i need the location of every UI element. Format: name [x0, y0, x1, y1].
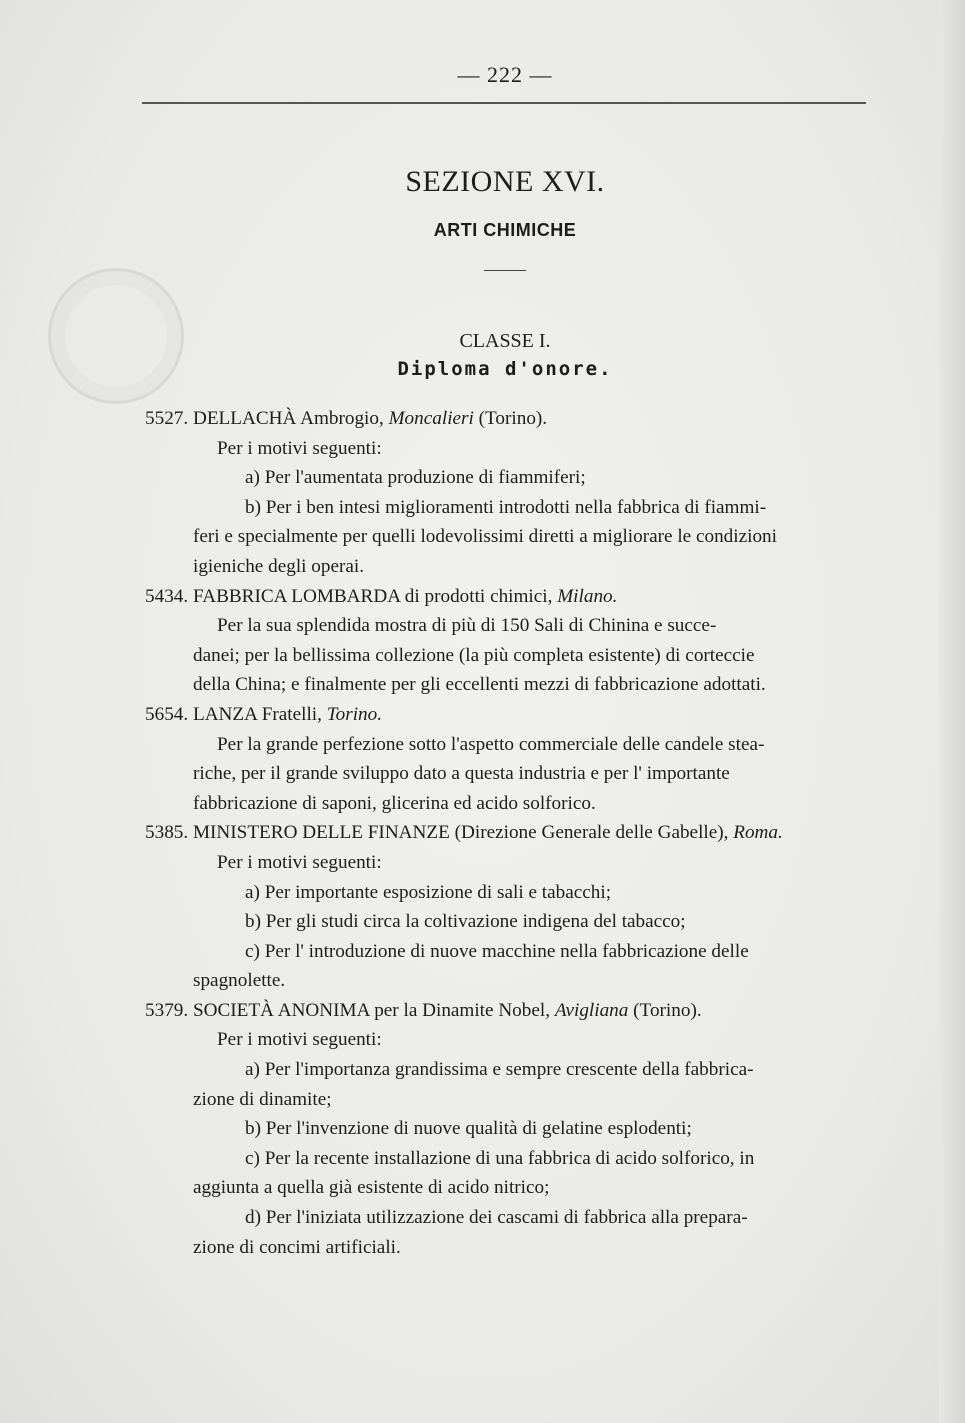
entry-number: 5434.	[145, 585, 189, 607]
entry-number: 5527.	[145, 408, 189, 429]
entry-line: feri e specialmente per quelli lodevolissimi diretti a migliorare le condizioni	[193, 526, 777, 548]
entry-line: b) Per i ben intesi miglioramenti introdotti nella fabbrica di fiammi-	[245, 496, 767, 518]
entry-line: b) Per l'invenzione di nuove qualità di gelatine esplodenti;	[245, 1118, 692, 1140]
subtitle-rule	[484, 270, 526, 271]
page-edge-shadow	[939, 0, 965, 1423]
entry-heading	[145, 582, 873, 612]
section-subtitle: ARTI CHIMICHE	[433, 220, 577, 240]
entry-region: (Torino).	[478, 408, 548, 429]
award-title: Diploma d'onore.	[397, 358, 613, 380]
entry-name: SOCIETÀ ANONIMA per la Dinamite Nobel,	[192, 999, 551, 1021]
entry-region: (Torino).	[633, 999, 702, 1021]
entry-line: Per i motivi seguenti:	[217, 437, 382, 459]
entry-place: Roma.	[733, 822, 783, 844]
entry-line: d) Per l'iniziata utilizzazione dei cascami di fabbrica alla prepara-	[245, 1207, 748, 1229]
entry-line: igieniche degli operai.	[193, 555, 365, 577]
entries-body	[145, 404, 873, 1262]
entry-line: a) Per l'importanza grandissima e sempre crescente della fabbrica-	[245, 1059, 754, 1081]
entry-line: a) Per importante esposizione di sali e tabacchi;	[245, 881, 612, 903]
entry-place: Torino.	[326, 703, 383, 725]
entry-line: Per la grande perfezione sotto l'aspetto commerciale delle candele stea-	[217, 733, 765, 755]
entry-line: Per la sua splendida mostra di più di 150 Sali di Chinina e succe-	[217, 615, 717, 637]
entry-line: c) Per la recente installazione di una fabbrica di acido solforico, in	[245, 1147, 755, 1169]
entry-name: MINISTERO DELLE FINANZE (Direzione Generale delle Gabelle),	[192, 822, 729, 844]
entry-line: a) Per l'aumentata produzione di fiammiferi;	[245, 467, 586, 489]
entry-line: Per i motivi seguenti:	[217, 1029, 382, 1051]
entry-line: spagnolette.	[193, 970, 286, 992]
entry-heading	[145, 818, 873, 848]
entry-line: b) Per gli studi circa la coltivazione indigena del tabacco;	[245, 911, 686, 933]
entry-line: della China; e finalmente per gli eccellenti mezzi di fabbricazione adottati.	[193, 674, 766, 696]
class-title: CLASSE I.	[459, 330, 551, 352]
entry-line: danei; per la bellissima collezione (la più completa esistente) di corteccie	[193, 644, 755, 666]
header-rule	[142, 102, 866, 104]
entry-place: Avigliana	[554, 999, 629, 1021]
entry-line: zione di concimi artificiali.	[193, 1236, 401, 1258]
entry-heading	[145, 700, 873, 730]
entry-heading	[145, 404, 873, 434]
page-number: — 222 —	[457, 62, 553, 87]
entry-number: 5654.	[145, 703, 189, 725]
entry-name: LANZA Fratelli,	[192, 703, 322, 725]
entry-line: zione di dinamite;	[193, 1088, 332, 1110]
entry-place: Moncalieri	[388, 408, 474, 429]
entry-line: Per i motivi seguenti:	[217, 851, 382, 873]
entry-line: c) Per l' introduzione di nuove macchine nella fabbricazione delle	[245, 940, 749, 962]
entry-number: 5385.	[145, 822, 189, 844]
entry-name: DELLACHÀ Ambrogio,	[192, 408, 384, 429]
entry-number: 5379.	[145, 999, 189, 1021]
entry-name: FABBRICA LOMBARDA di prodotti chimici,	[192, 585, 553, 607]
entry-place: Milano.	[557, 585, 618, 607]
entry-line: aggiunta a quella già esistente di acido nitrico;	[193, 1177, 550, 1199]
entry-line: riche, per il grande sviluppo dato a questa industria e per l' importante	[193, 763, 730, 785]
section-title: SEZIONE XVI.	[405, 165, 605, 198]
entry-line: fabbricazione di saponi, glicerina ed acido solforico.	[193, 792, 596, 814]
entry-heading	[145, 996, 873, 1026]
